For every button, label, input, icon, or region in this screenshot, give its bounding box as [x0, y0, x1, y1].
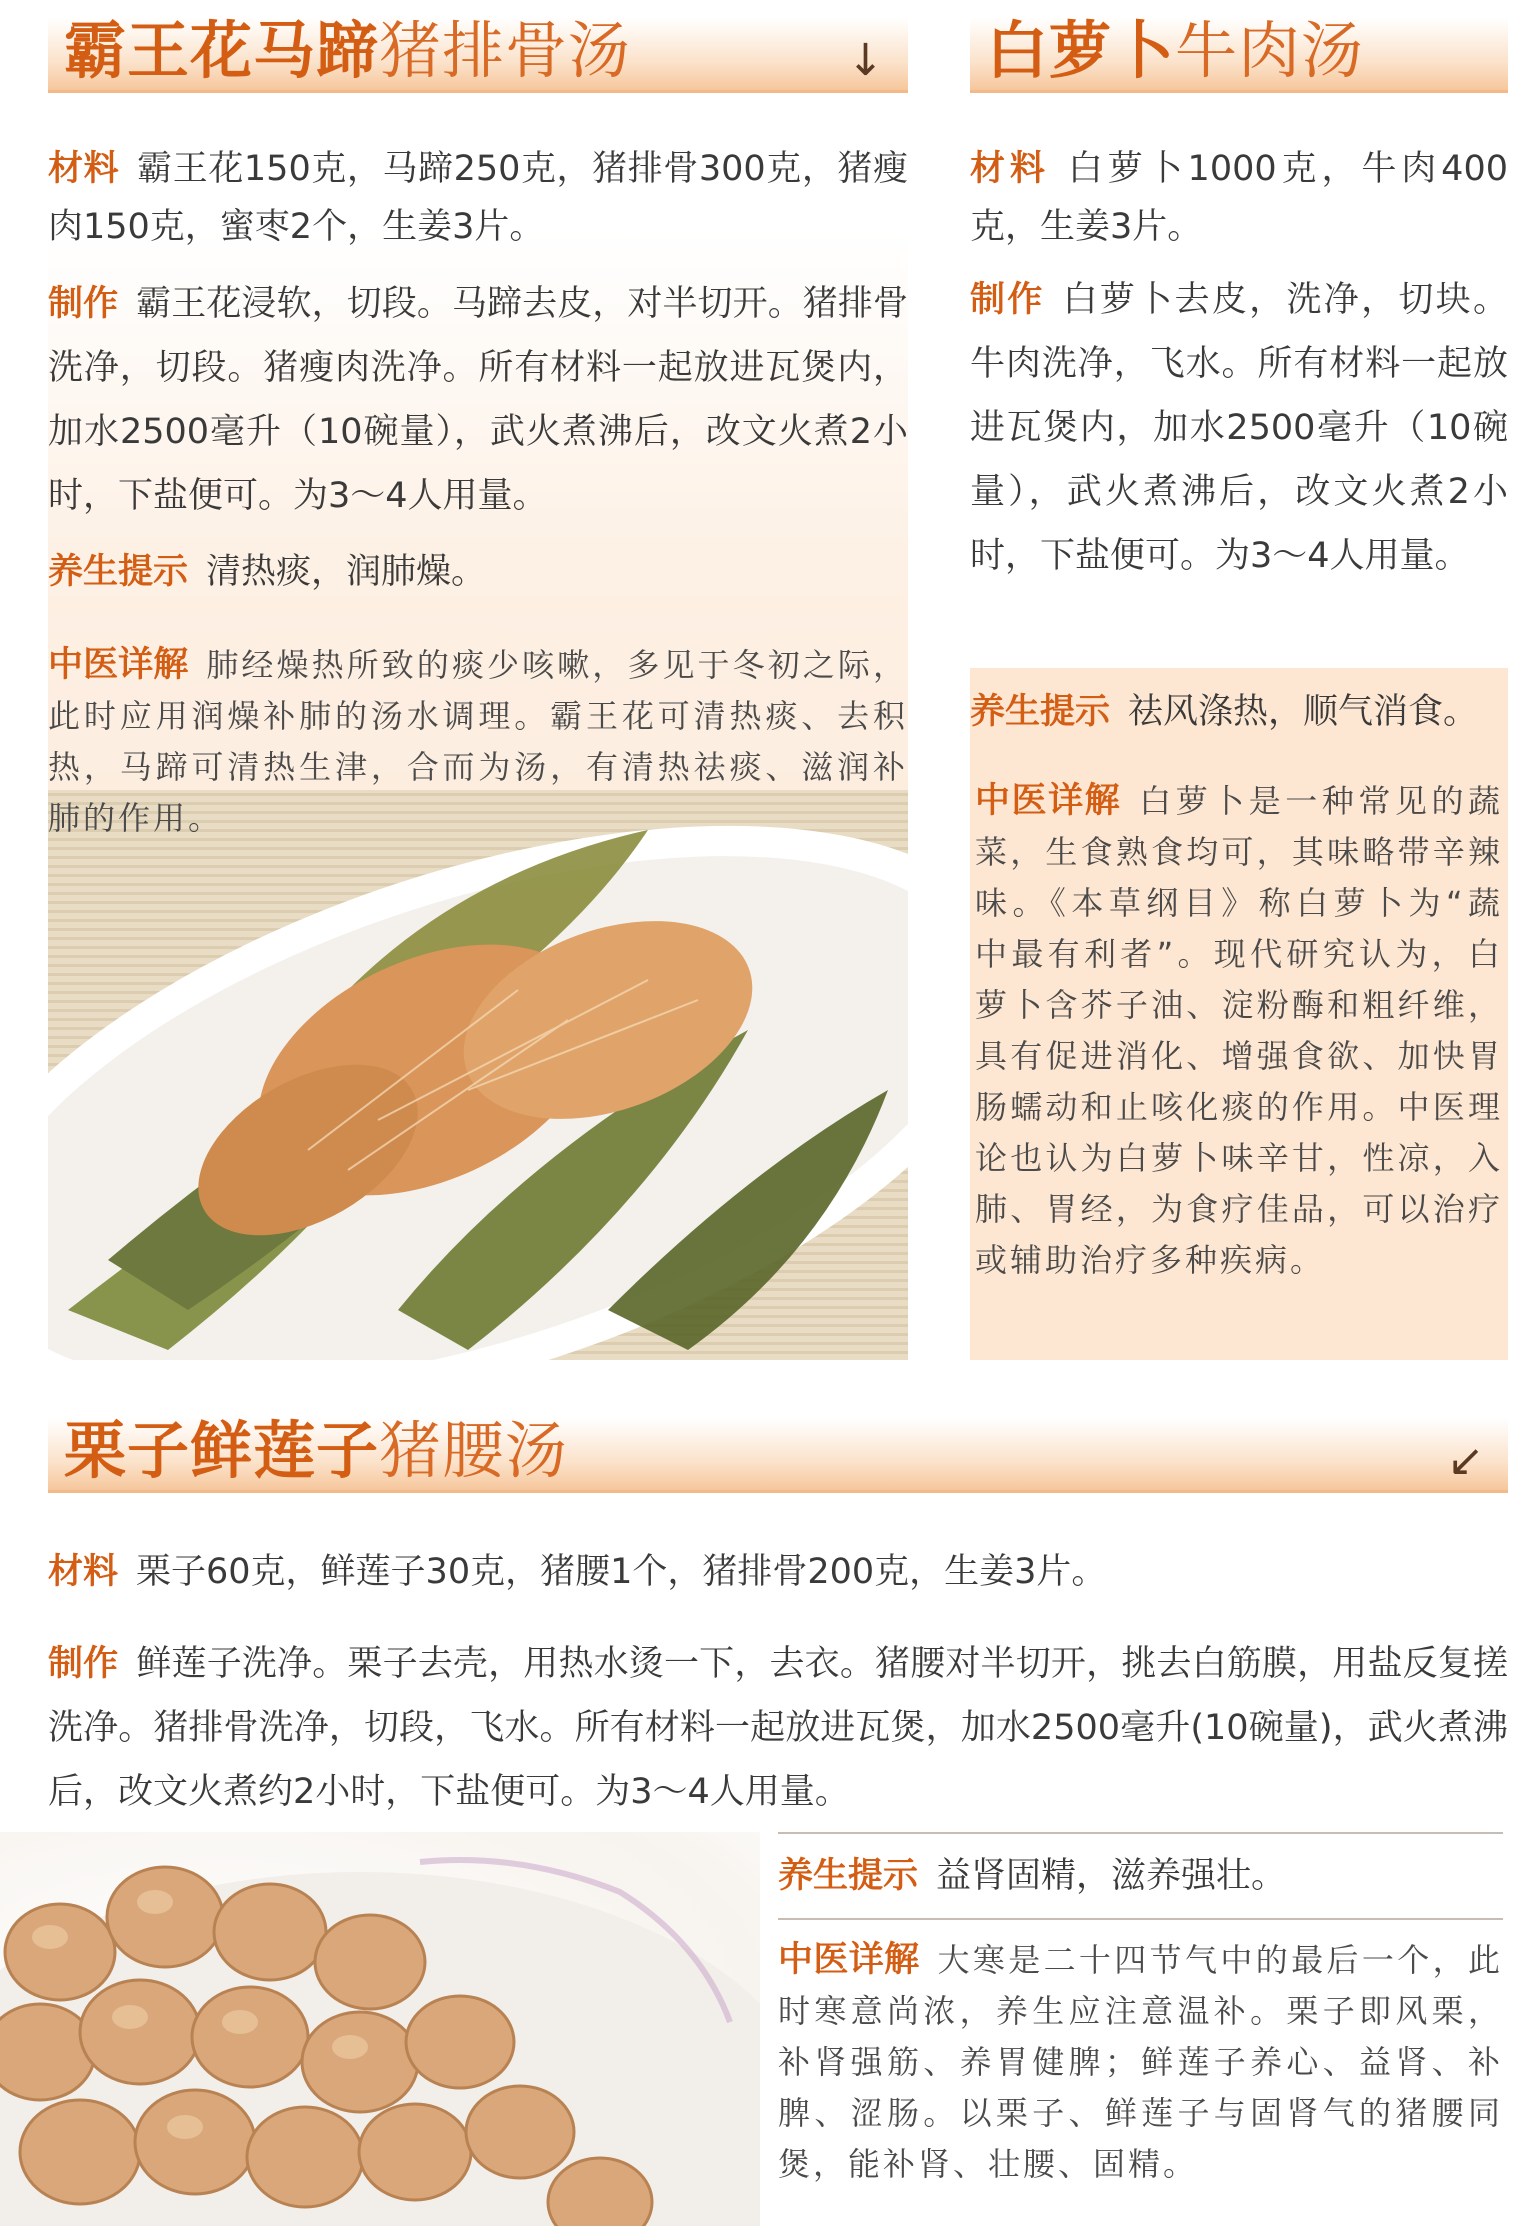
tip-label: 养生提示 [48, 552, 189, 592]
arrow-down-left-icon: ↙ [1447, 1435, 1484, 1486]
recipe2-title-bold: 白萝卜 [986, 14, 1176, 87]
tcm-text: 白萝卜是一种常见的蔬菜，生食熟食均可，其味略带辛辣味。《本草纲目》称白萝卜为“蔬中最有利者”。现代研究认为，白萝卜含芥子油、淀粉酶和粗纤维，具有促进消化、增强食欲、加快胃肠蠕动和止咳化痰的作用。中医理论也认为白萝卜味辛甘，性凉，入肺、胃经，为食疗佳品，可以治疗或辅助治疗多种疾病。 [975, 782, 1503, 1279]
recipe1-method [48, 272, 908, 528]
materials-text: 白萝卜1000克，牛肉400克，生姜3片。 [970, 149, 1508, 247]
tip-text: 益肾固精，滋养强壮。 [936, 1856, 1287, 1896]
tip-text: 清热痰，润肺燥。 [206, 552, 487, 592]
tip-label: 养生提示 [778, 1856, 919, 1896]
method-text: 霸王花浸软，切段。马蹄去皮，对半切开。猪排骨洗净，切段。猪瘦肉洗净。所有材料一起放进瓦煲内，加水2500毫升（10碗量），武火煮沸后，改文火煮2小时，下盐便可。为3～4人用量。 [48, 284, 908, 516]
recipe3-tcm [778, 1935, 1503, 2190]
recipe1-materials [48, 140, 908, 256]
recipe2-tip [970, 680, 1508, 744]
recipe3-title [64, 1414, 569, 1487]
arrow-down-icon: ↓ [847, 35, 884, 86]
divider [778, 1918, 1503, 1920]
tcm-text: 大寒是二十四节气中的最后一个，此时寒意尚浓，养生应注意温补。栗子即风栗，补肾强筋、养胃健脾；鲜莲子养心、益肾、补脾、涩肠。以栗子、鲜莲子与固肾气的猪腰同煲，能补肾、壮腰、固精。 [778, 1941, 1503, 2183]
method-text: 白萝卜去皮，洗净，切块。牛肉洗净，飞水。所有材料一起放进瓦煲内，加水2500毫升（10碗量），武火煮沸后，改文火煮2小时，下盐便可。为3～4人用量。 [970, 280, 1508, 576]
recipe1-title-light: 猪排骨汤 [379, 14, 632, 87]
recipe3-tip [778, 1844, 1503, 1908]
divider [778, 1832, 1503, 1834]
recipe2-method [970, 268, 1508, 588]
recipe2-materials [970, 140, 1508, 256]
dried-flower-illustration [48, 790, 908, 1360]
method-label: 制作 [48, 284, 119, 324]
recipe2-title-light: 牛肉汤 [1175, 14, 1365, 87]
method-text: 鲜莲子洗净。栗子去壳，用热水烫一下，去衣。猪腰对半切开，挑去白筋膜，用盐反复搓洗净。猪排骨洗净，切段，飞水。所有材料一起放进瓦煲，加水2500毫升(10碗量)，武火煮沸后，改文火煮约2小时，下盐便可。为3～4人用量。 [48, 1644, 1508, 1812]
recipe1-tip [48, 540, 908, 604]
recipe2-title-bar [970, 14, 1508, 93]
tcm-label: 中医详解 [48, 645, 189, 685]
recipe3-title-bar [48, 1414, 1508, 1493]
recipe1-tcm [48, 640, 908, 844]
method-label: 制作 [970, 280, 1045, 320]
chestnut-illustration [0, 1832, 760, 2226]
tip-label: 养生提示 [970, 692, 1111, 732]
materials-label: 材料 [970, 149, 1050, 189]
tip-text: 祛风涤热，顺气消食。 [1128, 692, 1479, 732]
chestnut-lotus-seed-image [0, 1832, 760, 2226]
materials-text: 霸王花150克，马蹄250克，猪排骨300克，猪瘦肉150克，蜜枣2个，生姜3片。 [48, 149, 908, 247]
tcm-text: 肺经燥热所致的痰少咳嗽，多见于冬初之际，此时应用润燥补肺的汤水调理。霸王花可清热痰、去积热，马蹄可清热生津，合而为汤，有清热祛痰、滋润补肺的作用。 [48, 646, 908, 837]
recipe3-materials [48, 1540, 1508, 1604]
tcm-label: 中医详解 [975, 781, 1122, 821]
dried-flower-dish-image [48, 790, 908, 1360]
recipe1-title-bold: 霸王花马蹄 [64, 14, 380, 87]
recipe1-title-bar [48, 14, 908, 93]
recipe2-title [986, 14, 1365, 87]
materials-label: 材料 [48, 149, 120, 189]
recipe3-title-light: 猪腰汤 [379, 1414, 569, 1487]
recipe2-tcm [975, 776, 1503, 1286]
tcm-label: 中医详解 [778, 1940, 920, 1980]
recipe3-title-bold: 栗子鲜莲子 [64, 1414, 380, 1487]
materials-label: 材料 [48, 1552, 119, 1592]
recipe1-title [64, 14, 632, 87]
recipe3-method [48, 1632, 1508, 1824]
materials-text: 栗子60克，鲜莲子30克，猪腰1个，猪排骨200克，生姜3片。 [136, 1552, 1107, 1592]
method-label: 制作 [48, 1644, 119, 1684]
